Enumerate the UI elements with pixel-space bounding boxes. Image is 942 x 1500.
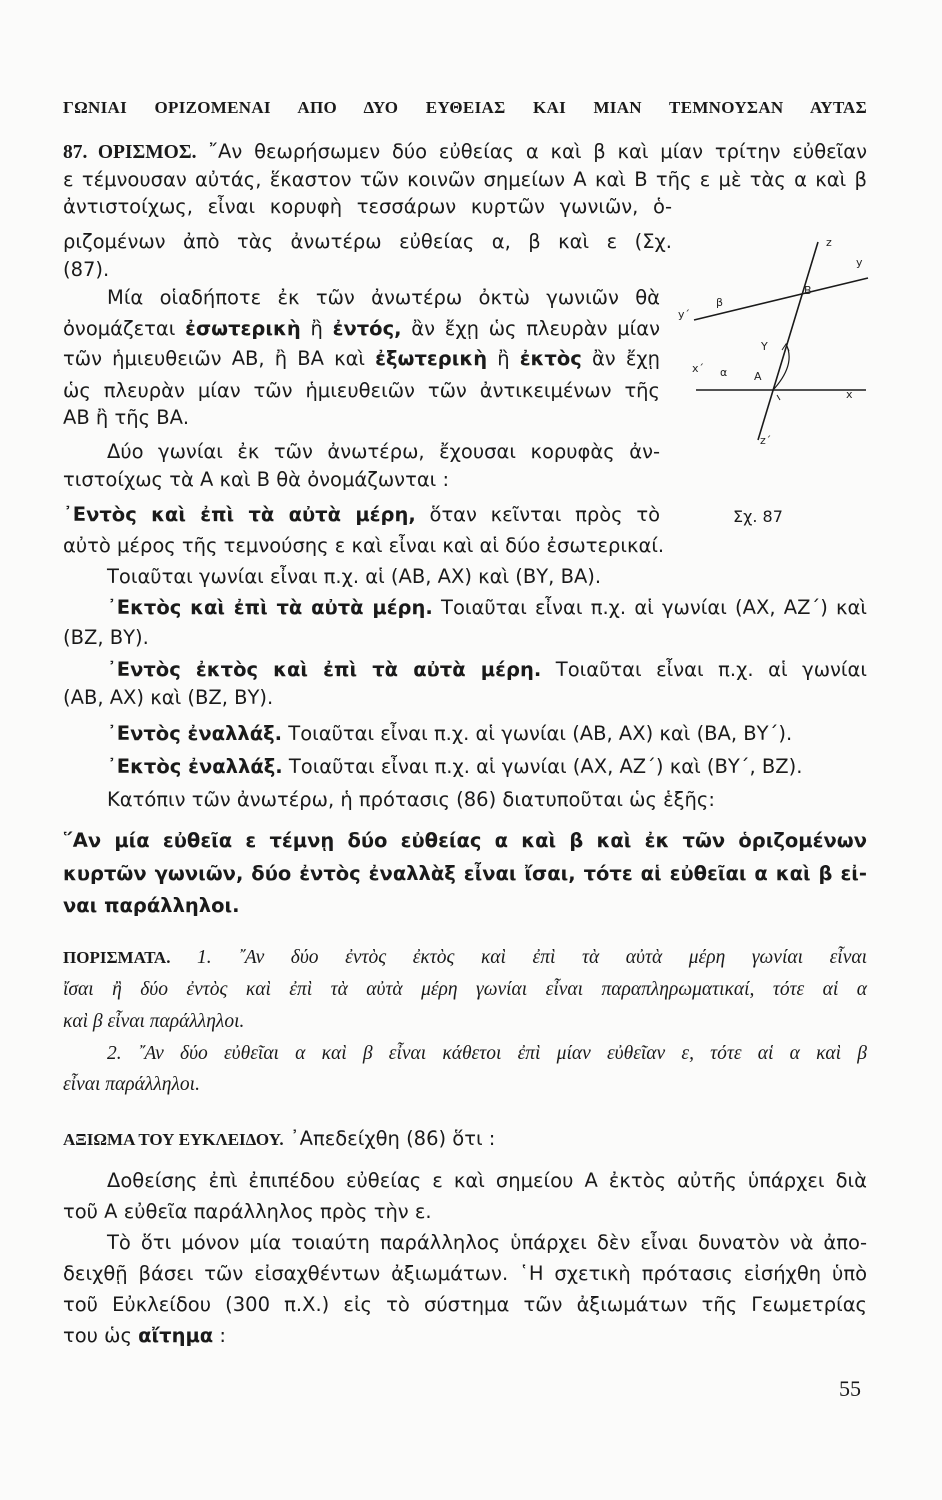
label-y: y [856,256,863,269]
paragraph-line [63,317,660,341]
axiom-line [63,1324,867,1348]
text: ᾿Απεδείχθη (86) ὅτι : [283,1127,496,1150]
text: : [213,1324,226,1347]
text: του ὡς [63,1324,139,1347]
label-x-prime: x΄ [692,362,705,375]
text: ὀνομάζεται [63,317,186,340]
paragraph-line: ὡς πλευρὰν μίαν τῶν ἡμιευθειῶν τῶν ἀντικειμένων τῆς [63,379,660,402]
text: 1. [170,947,239,968]
paragraph-line: Μία οἱαδήποτε ἐκ τῶν ἀνωτέρω ὀκτὼ γωνιῶν θὰ [107,286,660,309]
corollary-line: ἴσαι ἢ δύο ἐντὸς καὶ ἐπὶ τὰ αὐτὰ μέρη γωνίαι εἶναι παραπληρωματικαί, τότε αἱ α [63,979,867,1000]
label-z-prime: z΄ [760,434,772,447]
paragraph-line [63,347,660,371]
term-line [107,755,867,779]
label-A: Α [754,370,762,383]
text: Τοιαῦται εἶναι π.χ. αἱ γωνίαι (ΑΧ, ΑΖ΄) καὶ [432,596,867,619]
label-alpha: α [720,366,728,379]
term-line [107,596,867,620]
text: ἢ [300,317,333,340]
term-line [63,503,660,527]
label-Y: Y [761,340,768,353]
corollary-line: καὶ β εἶναι παράλληλοι. [63,1011,245,1032]
term-line: Κατόπιν τῶν ἀνωτέρω, ἡ πρότασις (86) διατυποῦται ὡς ἑξῆς: [107,788,715,811]
corollary-line: εἶναι παράλληλοι. [63,1074,200,1095]
definition-line: ε τέμνουσαν αὐτάς, ἕκαστον τῶν κοινῶν σημείων Α καὶ Β τῆς ε μὲ τὰς α καὶ β [63,168,867,191]
term: ᾿Εντὸς καὶ ἐπὶ τὰ αὐτὰ μέρη, [63,503,416,526]
page-number: 55 [839,1376,861,1401]
text: Τοιαῦται εἶναι π.χ. αἱ γωνίαι (ΑΧ, ΑΖ΄) καὶ (ΒΥ΄, ΒΖ). [282,755,803,778]
term: ἐκτὸς [519,347,582,370]
term-line [107,722,867,746]
term-line [107,658,867,682]
label-y-prime: y΄ [678,308,691,321]
theorem-line: ῞Αν μία εὐθεῖα ε τέμνῃ δύο εὐθείας α καὶ β καὶ ἐκ τῶν ὁριζομένων [63,829,867,852]
axiom-line: τοῦ Εὐκλείδου (300 π.Χ.) εἰς τὸ σύστημα τῶν ἀξιωμάτων τῆς Γεωμετρίας [63,1293,867,1316]
text: ῎Αν θεωρήσωμεν δύο εὐθείας α καὶ β καὶ μίαν τρίτην εὐθεῖαν [208,140,868,163]
label-B: Β [804,284,812,297]
paragraph-line: τιστοίχως τὰ Α καὶ Β θὰ ὀνομάζωνται : [63,468,450,491]
paragraph-line: ΑΒ ἢ τῆς ΒΑ. [63,406,190,429]
corollary-line [63,946,867,970]
label-x: x [846,388,853,401]
term: ᾿Εκτὸς καὶ ἐπὶ τὰ αὐτὰ μέρη. [107,596,433,619]
definition-line [63,140,867,165]
text: Τοιαῦται εἶναι π.χ. αἱ γωνίαι (ΑΒ, ΑΧ) καὶ (ΒΑ, ΒΥ΄). [282,722,793,745]
theorem-line: ναι παράλληλοι. [63,894,240,917]
tick-mark [777,395,780,400]
term: ἐξωτερικὴ [375,347,488,370]
label-z: z [826,236,832,249]
axiom-heading: ΑΞΙΩΜΑ ΤΟΥ ΕΥΚΛΕΙΔΟΥ. [63,1130,284,1149]
definition-line: ἀντιστοίχως, εἶναι κορυφὴ τεσσάρων κυρτῶν γωνιῶν, ὁ- [63,195,672,218]
text: ῎Αν δύο ἐντὸς ἐκτὸς καὶ ἐπὶ τὰ αὐτὰ μέρη γωνίαι εἶναι [238,947,867,968]
text: ἢ [487,347,520,370]
text: ὅταν κεῖνται πρὸς τὸ [415,503,660,526]
corollary-line: 2. ῎Αν δύο εὐθεῖαι α καὶ β εἶναι κάθετοι ἐπὶ μίαν εὐθεῖαν ε, τότε αἱ α καὶ β [107,1043,867,1064]
term: ἐντός, [332,317,402,340]
axiom-line: δειχθῇ βάσει τῶν εἰσαχθέντων ἀξιωμάτων. ῾Η σχετικὴ πρότασις εἰσήχθη ὑπὸ [63,1262,867,1285]
text: ἂν ἔχῃ [581,347,660,370]
paragraph-line: Δύο γωνίαι ἐκ τῶν ἀνωτέρω, ἔχουσαι κορυφὰς ἀν- [107,440,660,463]
axiom-heading-line [63,1127,867,1152]
axiom-line: τοῦ Α εὐθεῖα παράλληλος πρὸς τὴν ε. [63,1200,432,1223]
term-line: (ΒΖ, ΒΥ). [63,626,149,649]
text: Τοιαῦται εἶναι π.χ. αἱ γωνίαι [541,658,867,681]
figure-caption: Σχ. 87 [733,507,783,526]
term-line: (ΑΒ, ΑΧ) καὶ (ΒΖ, ΒΥ). [63,686,274,709]
page-title: ΓΩΝΙΑΙ ΟΡΙΖΟΜΕΝΑΙ ΑΠΟ ΔΥΟ ΕΥΘΕΙΑΣ ΚΑΙ ΜΙΑΝ ΤΕΜΝΟΥΣΑΝ ΑΥΤΑΣ [63,98,867,117]
definition-line: ριζομένων ἀπὸ τὰς ἀνωτέρω εὐθείας α, β καὶ ε (Σχ. [63,230,672,253]
corollary-heading: ΠΟΡΙΣΜΑΤΑ. [63,948,171,967]
term: ᾿Εντὸς ἐναλλάξ. [107,722,283,745]
text: τῶν ἡμιευθειῶν ΑΒ, ἢ ΒΑ καὶ [63,347,376,370]
label-beta: β [716,296,724,309]
definition-line: (87). [63,258,110,281]
term: ᾿Εντὸς ἐκτὸς καὶ ἐπὶ τὰ αὐτὰ μέρη. [107,658,542,681]
term: ἐσωτερικὴ [185,317,301,340]
term-line: Τοιαῦται γωνίαι εἶναι π.χ. αἱ (ΑΒ, ΑΧ) καὶ (ΒΥ, ΒΑ). [107,565,602,588]
axiom-line: Δοθείσης ἐπὶ ἐπιπέδου εὐθείας ε καὶ σημείου Α ἐκτὸς αὐτῆς ὑπάρχει διὰ [107,1169,867,1192]
figure-87 [676,232,876,462]
theorem-line: κυρτῶν γωνιῶν, δύο ἐντὸς ἐναλλὰξ εἶναι ἴσαι, τότε αἱ εὐθεῖαι α καὶ β εἰ- [63,862,867,885]
definition-number: 87. ΟΡΙΣΜΟΣ. [63,142,197,163]
term: ᾿Εκτὸς ἐναλλάξ. [107,755,283,778]
axiom-line: Τὸ ὅτι μόνον μία τοιαύτη παράλληλος ὑπάρχει δὲν εἶναι δυνατὸν νὰ ἀπο- [107,1231,867,1254]
text: ἂν ἔχῃ ὡς πλευρὰν μίαν [401,317,660,340]
term: αἴτημα [138,1324,214,1347]
term-line: αὐτὸ μέρος τῆς τεμνούσης ε καὶ εἶναι καὶ αἱ δύο ἐσωτερικαί. [63,534,665,557]
